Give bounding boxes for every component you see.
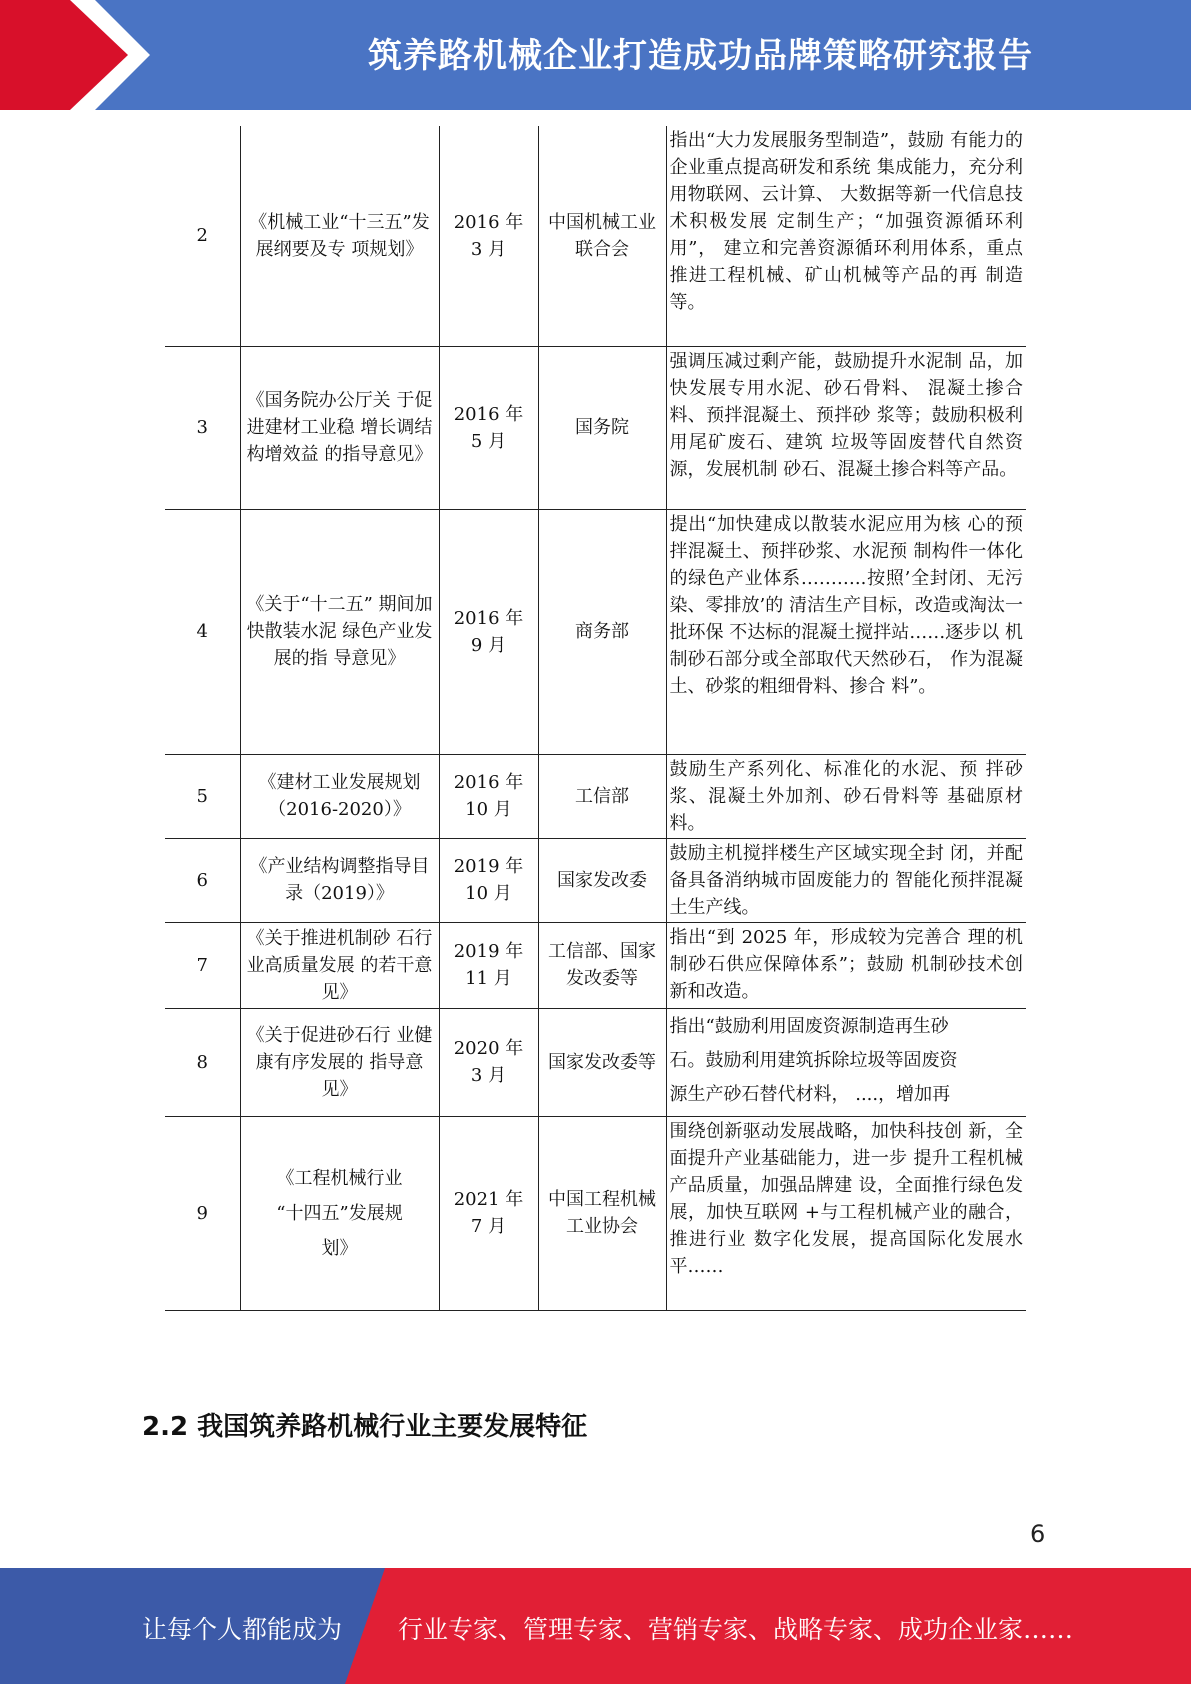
- content-line: 源生产砂石替代材料， ....，增加再: [669, 1083, 951, 1105]
- policy-content: 指出“大力发展服务型制造”，鼓励 有能力的企业重点提高研发和系统 集成能力，充分利用物联网、云计算、 大数据等新一代信息技术积极发展 定制生产；“加强资源循环利用”， 建立和完善资源循环利用体系，重点 推进工程机械、矿山机械等产品的再 制造等。: [666, 126, 1026, 346]
- issue-year: 2021 年: [453, 1189, 524, 1210]
- row-number: 6: [165, 838, 240, 922]
- footer-slogan-left: 让每个人都能成为: [142, 1615, 343, 1644]
- table-row: [165, 754, 1026, 838]
- issue-month: 10 月: [465, 799, 512, 820]
- row-number: 2: [165, 126, 240, 346]
- policy-name-line: 《工程机械行业: [276, 1167, 403, 1189]
- issuing-body: 国家发改委等: [538, 1008, 666, 1116]
- issuing-body: 国务院: [538, 346, 666, 509]
- issue-date: [439, 922, 538, 1008]
- policy-name: 《机械工业“十三五”发展纲要及专 项规划》: [240, 126, 439, 346]
- policy-name: 《产业结构调整指导目录（2019）》: [240, 838, 439, 922]
- table-row: [165, 509, 1026, 754]
- policy-content: 强调压减过剩产能，鼓励提升水泥制 品，加快发展专用水泥、砂石骨料、 混凝土掺合料、预拌混凝土、预拌砂 浆等；鼓励积极利用尾矿废石、建筑 垃圾等固废替代自然资源，发展机制 砂石、混凝土掺合料等产品。: [666, 346, 1026, 509]
- policy-name: [240, 1116, 439, 1310]
- policy-name: 《关于促进砂石行 业健康有序发展的 指导意见》: [240, 1008, 439, 1116]
- issue-date: [439, 1116, 538, 1310]
- table-row: [165, 1116, 1026, 1310]
- policy-name: 《国务院办公厅关 于促进建材工业稳 增长调结构增效益 的指导意见》: [240, 346, 439, 509]
- issue-month: 9 月: [470, 634, 507, 656]
- issuing-body: 国家发改委: [538, 838, 666, 922]
- issue-month: 5 月: [470, 430, 507, 452]
- issuing-body: 中国工程机械工业协会: [538, 1116, 666, 1310]
- policy-name: 《关于“十二五” 期间加快散装水泥 绿色产业发展的指 导意见》: [240, 509, 439, 754]
- policy-content: 鼓励生产系列化、标准化的水泥、预 拌砂浆、混凝土外加剂、砂石骨料等 基础原材料。: [666, 754, 1026, 838]
- issue-date: [439, 1008, 538, 1116]
- issue-year: 2016 年: [453, 211, 524, 233]
- issue-date: [439, 509, 538, 754]
- issue-year: 2019 年: [453, 856, 524, 877]
- policy-content: 围绕创新驱动发展战略，加快科技创 新，全面提升产业基础能力，进一步 提升工程机械产品质量，加强品牌建 设，全面推行绿色发展，加快互联网 +与工程机械产业的融合，推进行业 数字化发展，提高国际化发展水 平……: [666, 1116, 1026, 1310]
- policy-name-line: “十四五”发展规: [276, 1202, 403, 1224]
- issue-date: [439, 754, 538, 838]
- issue-year: 2020 年: [453, 1038, 524, 1059]
- issuing-body: 商务部: [538, 509, 666, 754]
- issue-date: [439, 346, 538, 509]
- issue-month: 11 月: [465, 968, 512, 989]
- page-header: [0, 0, 1191, 110]
- policy-content: [666, 1008, 1026, 1116]
- issuing-body: 工信部、国家发改委等: [538, 922, 666, 1008]
- table-row: [165, 346, 1026, 509]
- policy-content: 提出“加快建成以散装水泥应用为核 心的预拌混凝土、预拌砂浆、水泥预 制构件一体化的绿色产业体系………..按照’全封闭、无污染、零排放’的 清洁生产目标，改造或淘汰一批环保 不达标的混凝土搅拌站……逐步以 机制砂石部分或全部取代天然砂石， 作为混凝土、砂浆的粗细骨料、掺合 料”。: [666, 509, 1026, 754]
- issue-month: 10 月: [465, 883, 512, 904]
- policy-table: [165, 126, 1026, 1311]
- issue-year: 2016 年: [453, 607, 524, 629]
- table-row: [165, 922, 1026, 1008]
- row-number: 7: [165, 922, 240, 1008]
- issue-month: 3 月: [470, 238, 507, 260]
- page-footer: [0, 1568, 1191, 1684]
- table-row: [165, 838, 1026, 922]
- policy-name: 《关于推进机制砂 石行业高质量发展 的若干意见》: [240, 922, 439, 1008]
- footer-slogan-right: 行业专家、管理专家、营销专家、战略专家、成功企业家……: [398, 1615, 1074, 1644]
- issue-year: 2016 年: [453, 403, 524, 425]
- row-number: 3: [165, 346, 240, 509]
- issuing-body: 工信部: [538, 754, 666, 838]
- page-number: 6: [1030, 1520, 1046, 1548]
- issue-month: 7 月: [470, 1216, 507, 1237]
- issuing-body: 中国机械工业联合会: [538, 126, 666, 346]
- row-number: 9: [165, 1116, 240, 1310]
- issue-month: 3 月: [470, 1065, 507, 1086]
- table-row: [165, 126, 1026, 346]
- row-number: 8: [165, 1008, 240, 1116]
- policy-name: 《建材工业发展规划（2016-2020）》: [240, 754, 439, 838]
- policy-name-line: 划》: [321, 1237, 358, 1259]
- issue-date: [439, 838, 538, 922]
- report-title: 筑养路机械企业打造成功品牌策略研究报告: [368, 36, 1033, 76]
- row-number: 5: [165, 754, 240, 838]
- table-row: [165, 1008, 1026, 1116]
- issue-year: 2019 年: [453, 941, 524, 962]
- content-line: 指出“鼓励利用固废资源制造再生砂: [669, 1015, 949, 1037]
- section-heading: 2.2 我国筑养路机械行业主要发展特征: [142, 1412, 588, 1442]
- issue-year: 2016 年: [453, 772, 524, 793]
- issue-date: [439, 126, 538, 346]
- row-number: 4: [165, 509, 240, 754]
- header-arrow-decoration: [0, 0, 150, 110]
- policy-content: 指出“到 2025 年，形成较为完善合 理的机制砂石供应保障体系”；鼓励 机制砂技术创新和改造。: [666, 922, 1026, 1008]
- content-line: 石。鼓励利用建筑拆除垃圾等固废资: [669, 1049, 958, 1071]
- policy-content: 鼓励主机搅拌楼生产区域实现全封 闭，并配备具备消纳城市固废能力的 智能化预拌混凝土生产线。: [666, 838, 1026, 922]
